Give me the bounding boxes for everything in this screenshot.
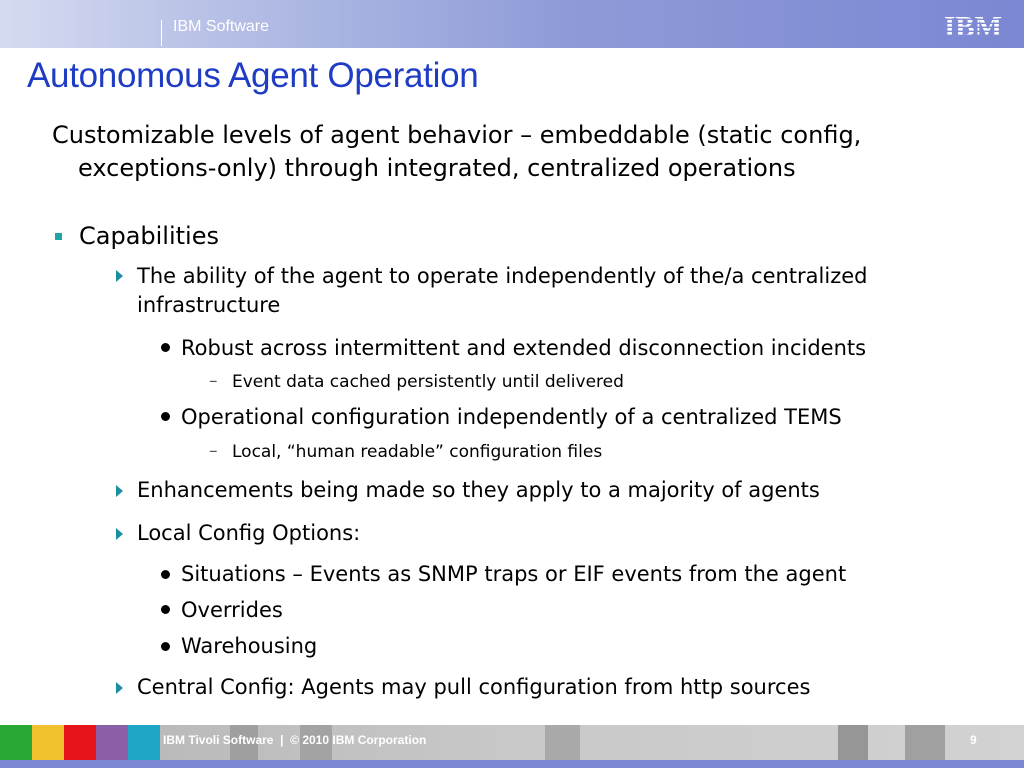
dot-bullet-icon [161,605,170,614]
item-warehousing: Warehousing [181,634,318,658]
dot-bullet-icon [161,570,170,579]
item-operational-config: Operational configuration independently of a centralized TEMS [181,405,842,429]
slide-title: Autonomous Agent Operation [27,56,479,95]
footer-copyright: IBM Tivoli Software | © 2010 IBM Corporation [163,733,427,747]
triangle-bullet-icon [116,270,123,282]
capabilities-heading: Capabilities [79,222,219,250]
footer-swatch-cyan [128,725,160,760]
item-local-files: Local, “human readable” configuration files [232,442,603,462]
header-product-name: IBM Software [173,18,270,35]
item-overrides: Overrides [181,598,283,622]
square-bullet-icon [55,233,62,240]
item-situations: Situations – Events as SNMP traps or EIF events from the agent [181,562,847,586]
footer-bottom-stripe [0,760,1024,768]
footer-swatch-red [64,725,96,760]
intro-text: Customizable levels of agent behavior – embeddable (static config, exceptions-only) through integrated, centralized operations [52,121,862,182]
footer-swatch-yellow [32,725,64,760]
dot-bullet-icon [161,642,170,651]
footer-swatch-green [0,725,32,760]
header-bar [0,0,1024,48]
ibm-logo-text: IBM [944,12,1002,40]
triangle-bullet-icon [116,682,123,694]
triangle-bullet-icon [116,528,123,540]
item-enhancements: Enhancements being made so they apply to a majority of agents [137,478,820,502]
dot-bullet-icon [161,412,170,421]
header-divider [161,20,162,46]
ibm-logo [937,12,1009,40]
dash-bullet-icon: – [209,371,218,391]
dash-bullet-icon: – [209,441,218,461]
triangle-bullet-icon [116,485,123,497]
page-number: 9 [970,733,977,747]
item-independent: The ability of the agent to operate independently of the/a centralized infrastructure [137,264,868,317]
item-central-config: Central Config: Agents may pull configuration from http sources [137,675,811,699]
item-robust: Robust across intermittent and extended disconnection incidents [181,336,867,360]
item-local-config: Local Config Options: [137,521,361,545]
dot-bullet-icon [161,343,170,352]
footer-swatch-purple [96,725,128,760]
item-event-cache: Event data cached persistently until delivered [232,372,624,392]
